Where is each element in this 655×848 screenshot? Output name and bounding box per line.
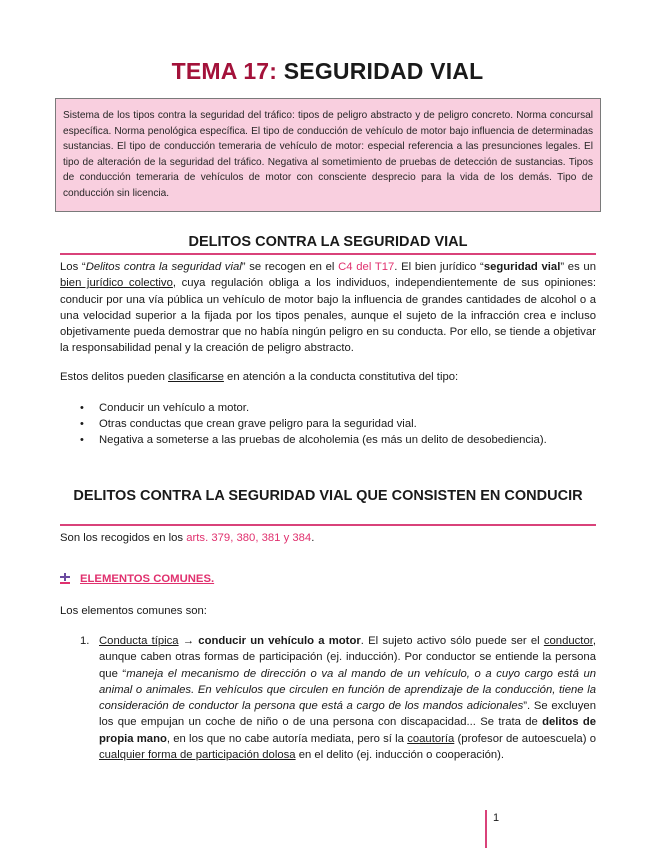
law-reference-link[interactable]: C4 del T17 [338, 261, 395, 273]
list-item: • Conducir un vehículo a motor. [60, 400, 596, 416]
section-heading-conducir: DELITOS CONTRA LA SEGURIDAD VIAL QUE CONSISTEN EN CONDUCIR [73, 488, 583, 504]
articles-paragraph: Son los recogidos en los arts. 379, 380, 381 y 384. [60, 532, 315, 544]
common-elements-intro: Los elementos comunes son: [60, 605, 207, 617]
bullet-icon: • [80, 402, 84, 414]
list-item: • Negativa a someterse a las pruebas de alcoholemia (es más un delito de desobediencia). [60, 432, 596, 448]
list-item: • Otras conductas que crean grave peligro para la seguridad vial. [60, 416, 596, 432]
intro-paragraph: Los “Delitos contra la seguridad vial” se recogen en el C4 del T17. El bien jurídico “seguridad vial” es un bien jurídico colectivo, cuya regulación obliga a los individuos, independientemente de sus opiniones: conducir por una vía pública un vehículo de motor bajo la influencia de grandes cantidades de alcohol o a una velocidad superior a la fijada por los tipos penales, aunque el sujeto de la infracción crea e incluso objetivamente pueda demostrar que no había ningún peligro en su conducta. Por ello, se tiende a objetivar la responsabilidad penal y la creación de peligro abstracto. [60, 261, 596, 355]
numbered-item [60, 633, 596, 763]
bullet-icon: • [80, 434, 84, 447]
section-divider [60, 253, 596, 255]
footer-divider [485, 810, 487, 848]
section-heading-delitos: DELITOS CONTRA LA SEGURIDAD VIAL [188, 234, 468, 250]
page-number: 1 [493, 812, 500, 824]
bullet-list [60, 400, 596, 449]
page-title [0, 58, 655, 85]
subheading-elementos-comunes: ELEMENTOS COMUNES. [60, 573, 214, 585]
section-divider [60, 524, 596, 526]
summary-text: Sistema de los tipos contra la seguridad del tráfico: tipos de peligro abstracto y de peligro concreto. Norma concursal específica. Norma penológica específica. El tipo de conducción de vehículo de motor bajo influencia de determinadas sustancias. El tipo de conducción temeraria de vehículo de motor: especial referencia a las presunciones legales. El tipo de alteración de la seguridad del tráfico. Negativa al sometimiento de pruebas de detección de sustancias. Tipos de conducción temeraria de vehículos de motor con consciente desprecio para la vida de los demás. Tipo de conducción sin licencia. [63, 110, 593, 199]
plus-marker-icon [60, 573, 80, 585]
title-number: TEMA 17: [171, 58, 278, 84]
articles-reference-link[interactable]: arts. 379, 380, 381 y 384 [186, 532, 312, 544]
bullet-icon: • [80, 418, 84, 431]
classification-paragraph: Estos delitos pueden clasificarse en atención a la conducta constitutiva del tipo: [60, 371, 459, 383]
item-number: 1. [80, 635, 90, 647]
item-body: Conducta típica → conducir un vehículo a motor. El sujeto activo sólo puede ser el conductor, aunque caben otras formas de participación (ej. inducción). Por conductor se entiende la persona que “maneja el mecanismo de dirección o va al mando de un vehículo, o a cuyo cargo está un animal o animales. En vehículos que circulen en función de aprendizaje de la conducción, tiene la consideración de conductor la persona que está a cargo de los mandos adicionales”. Se excluyen los que empujan un coche de niño o de una persona con discapacidad... Se trata de delitos de propia mano, en los que no cabe autoría mediata, pero sí la coautoría (profesor de autoescuela) o cualquier forma de participación dolosa en el delito (ej. inducción o cooperación). [99, 635, 597, 762]
summary-box [55, 98, 601, 212]
title-text: SEGURIDAD VIAL [277, 58, 484, 84]
